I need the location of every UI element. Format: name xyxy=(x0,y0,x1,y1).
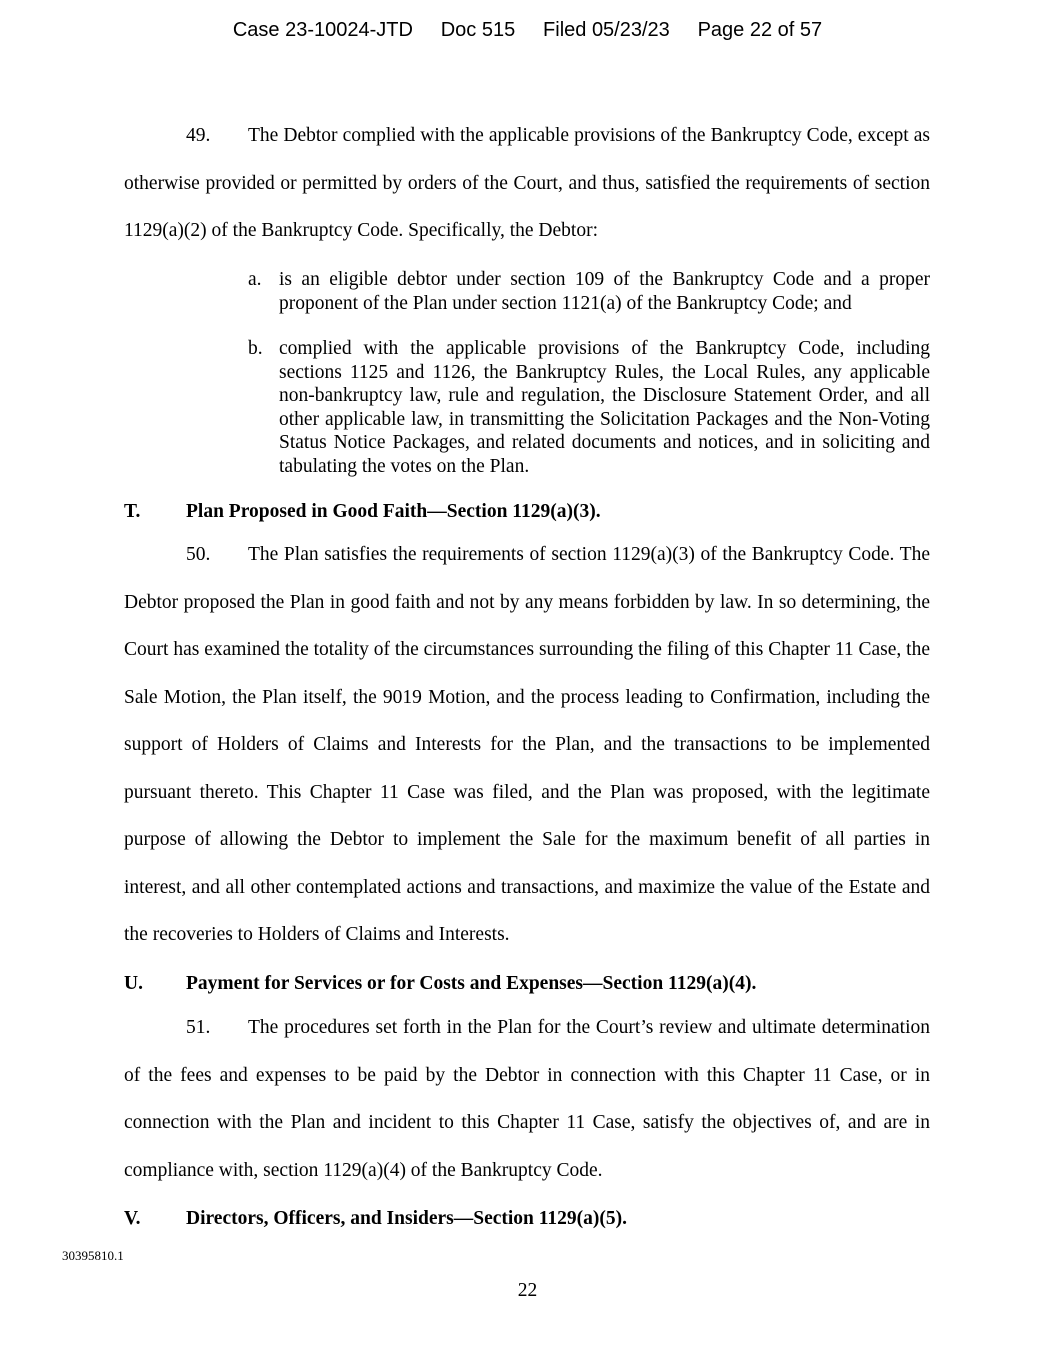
section-title: Plan Proposed in Good Faith—Section 1129(a)(3). xyxy=(186,501,601,522)
paragraph-text: The Debtor complied with the applicable provisions of the Bankruptcy Code, except as otherwise provided or permitted by orders of the Court, and thus, satisfied the requirements of section 1129(a)(2) of the Bankruptcy Code. Specifically, the Debtor: xyxy=(124,125,930,241)
paragraph-number: 51. xyxy=(186,1017,211,1038)
paragraph-number: 50. xyxy=(186,544,211,565)
paragraph-text: The Plan satisfies the requirements of section 1129(a)(3) of the Bankruptcy Code. The Debtor proposed the Plan in good faith and not by any means forbidden by law. In so determining, the Court has examined the totality of the circumstances surrounding the filing of this Chapter 11 Case, the Sale Motion, the Plan itself, the 9019 Motion, and the process leading to Confirmation, including the support of Holders of Claims and Interests for the Plan, and the transactions to be implemented pursuant thereto. This Chapter 11 Case was filed, and the Plan was proposed, with the legitimate purpose of allowing the Debtor to implement the Sale for the maximum benefit of all parties in interest, and all other contemplated actions and transactions, and maximize the value of the Estate and the recoveries to Holders of Claims and Interests. xyxy=(124,544,930,945)
section-heading-t xyxy=(124,500,601,524)
section-title: Directors, Officers, and Insiders—Section 1129(a)(5). xyxy=(186,1208,628,1229)
paragraph-49 xyxy=(124,112,930,255)
list-item-a xyxy=(248,268,930,315)
paragraph-number: 49. xyxy=(186,125,211,146)
section-heading-u xyxy=(124,972,756,996)
paragraph-50 xyxy=(124,531,930,959)
list-marker: b. xyxy=(248,338,263,359)
page-of: Page 22 of 57 xyxy=(697,19,823,41)
page-number: 22 xyxy=(517,1280,538,1301)
paragraph-51 xyxy=(124,1004,930,1194)
filing-header xyxy=(0,19,1055,42)
list-item-b xyxy=(248,337,930,479)
section-letter: U. xyxy=(124,973,143,994)
filed-date: Filed 05/23/23 xyxy=(543,19,670,41)
list-text: is an eligible debtor under section 109 of the Bankruptcy Code and a proper proponent of the Plan under section 1121(a) of the Bankruptcy Code; and xyxy=(279,269,930,314)
section-letter: V. xyxy=(124,1208,141,1229)
section-letter: T. xyxy=(124,501,141,522)
case-number: Case 23-10024-JTD xyxy=(232,19,413,41)
section-heading-v xyxy=(124,1207,627,1231)
doc-number: Doc 515 xyxy=(440,19,516,41)
paragraph-text: The procedures set forth in the Plan for the Court’s review and ultimate determination of the fees and expenses to be paid by the Debtor in connection with this Chapter 11 Case, or in connection with the Plan and incident to this Chapter 11 Case, satisfy the objectives of, and are in compliance with, section 1129(a)(4) of the Bankruptcy Code. xyxy=(124,1017,930,1181)
list-text: complied with the applicable provisions of the Bankruptcy Code, including sections 1125 and 1126, the Bankruptcy Rules, the Local Rules, any applicable non-bankruptcy law, rule and regulation, the Disclosure Statement Order, and all other applicable law, in transmitting the Solicitation Packages and the Non-Voting Status Notice Packages, and related documents and notices, and in soliciting and tabulating the votes on the Plan. xyxy=(279,338,930,477)
list-marker: a. xyxy=(248,269,262,290)
document-id: 30395810.1 xyxy=(62,1248,124,1263)
section-title: Payment for Services or for Costs and Expenses—Section 1129(a)(4). xyxy=(186,973,757,994)
